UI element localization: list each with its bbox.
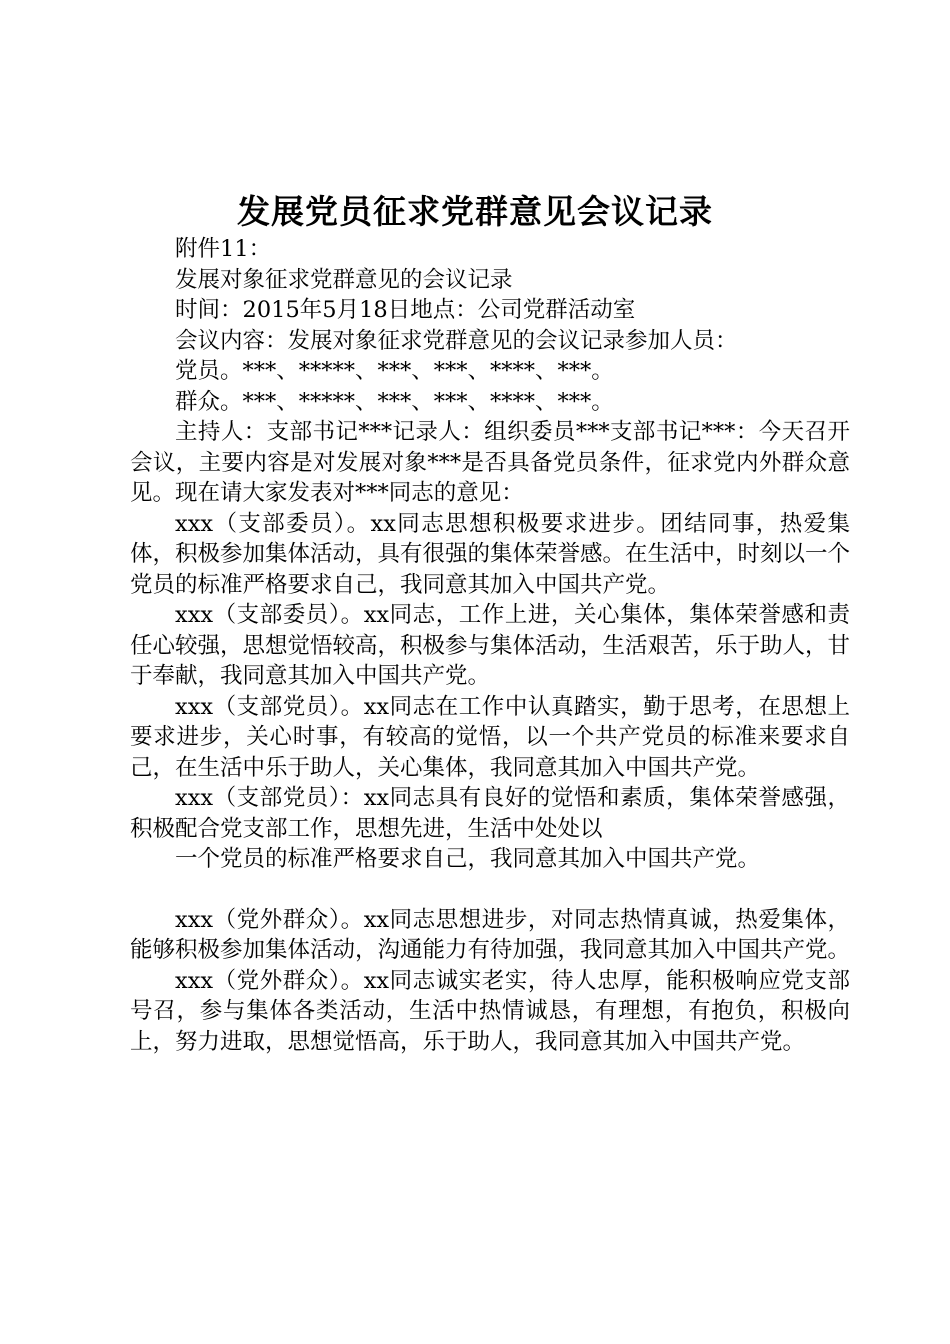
paragraph-meeting-content: 会议内容：发展对象征求党群意见的会议记录参加人员：	[175, 327, 738, 354]
document-title: 发展党员征求党群意见会议记录	[237, 192, 713, 231]
paragraph-host-intro: 主持人：支部书记***记录人：组织委员***支部书记***：今天召开会议，主要内容是对发展对象***是否具备党员条件，征求党内外群众意见。现在请大家发表对***同志的意见：	[130, 419, 850, 506]
paragraph-party-members: 党员。***、*****、***、***、****、***。	[175, 358, 614, 384]
paragraph-opinion-5: xxx（党外群众）。xx同志思想进步，对同志热情真诚，热爱集体，能够积极参加集体活动，沟通能力有待加强，我同意其加入中国共产党。	[130, 906, 851, 963]
paragraph-attachment-number: 附件11：	[175, 236, 272, 262]
paragraph-opinion-3: xxx（支部党员）。xx同志在工作中认真踏实，勤于思考，在思想上要求进步，关心时事，有较高的觉悟，以一个共产党员的标准来要求自己，在生活中乐于助人，关心集体，我同意其加入中国共产党。	[130, 693, 850, 781]
paragraph-subtitle: 发展对象征求党群意见的会议记录	[175, 266, 513, 293]
paragraph-opinion-1: xxx（支部委员）。xx同志思想积极要求进步。团结同事，热爱集体，积极参加集体活动，具有很强的集体荣誉感。在生活中，时刻以一个党员的标准严格要求自己，我同意其加入中国共产党。	[130, 510, 851, 598]
paragraph-opinion-6: xxx（党外群众）。xx同志诚实老实，待人忠厚，能积极响应党支部号召，参与集体各类活动，生活中热情诚恳，有理想，有抱负，积极向上，努力进取，思想觉悟高，乐于助人，我同意其加入中国共产党。	[130, 967, 850, 1055]
paragraph-time-location: 时间：2015年5月18日地点：公司党群活动室	[175, 297, 636, 323]
document-body	[130, 234, 850, 1057]
paragraph-gap	[130, 875, 850, 905]
paragraph-masses: 群众。***、*****、***、***、****、***。	[175, 388, 614, 415]
paragraph-opinion-4: xxx（支部党员）：xx同志具有良好的觉悟和素质，集体荣誉感强，积极配合党支部工作，思想先进，生活中处处以	[130, 785, 850, 842]
paragraph-opinion-2: xxx（支部委员）。xx同志，工作上进，关心集体，集体荣誉感和责任心较强，思想觉悟较高，积极参与集体活动，生活艰苦，乐于助人，甘于奉献，我同意其加入中国共产党。	[130, 602, 851, 689]
paragraph-opinion-4-continued: 一个党员的标准严格要求自己，我同意其加入中国共产党。	[175, 846, 761, 872]
